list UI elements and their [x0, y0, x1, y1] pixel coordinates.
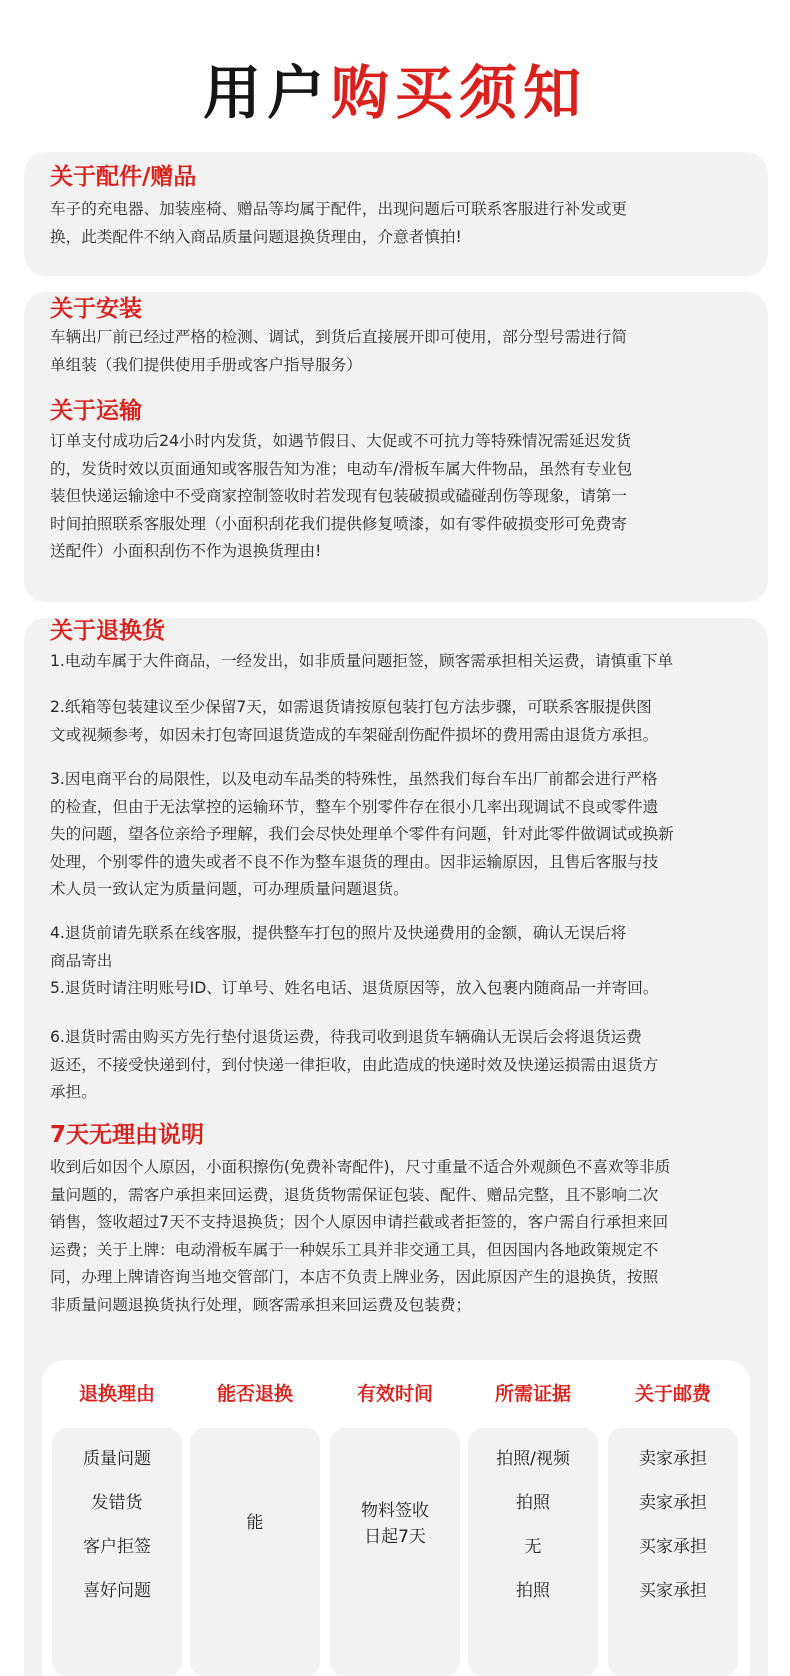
- column-return-reason: [52, 1428, 182, 1676]
- header-can-return: 能否退换: [216, 1383, 293, 1405]
- text-line: 的，发货时效以页面通知或客服告知为准；电动车/滑板车属大件物品，虽然有专业包: [50, 459, 633, 478]
- text-line: 1.电动车属于大件商品，一经发出，如非质量问题拒签，顾客需承担相关运费，请慎重下单: [50, 652, 674, 670]
- postage-cell: 买家承担: [639, 1537, 707, 1557]
- seven-day-heading: 7天无理由说明: [50, 1122, 205, 1148]
- text-line: 文或视频参考，如因未打包寄回退货造成的车架碰刮伤配件损坏的费用需由退货方承担。: [50, 725, 659, 744]
- text-line: 5.退货时请注明账号ID、订单号、姓名电话、退货原因等，放入包裹内随商品一并寄回。: [50, 979, 659, 997]
- returns-item-4: [50, 920, 750, 975]
- text-line: 订单支付成功后24小时内发货，如遇节假日、大促或不可抗力等特殊情况需延迟发货: [50, 432, 632, 450]
- column-valid-time: [330, 1428, 460, 1676]
- title-part-red: 购买须知: [331, 59, 588, 127]
- text-line: 的检查，但由于无法掌控的运输环节，整车个别零件存在很小几率出现调试不良或零件遗: [50, 797, 659, 816]
- text-line: 非质量问题退换货执行处理，顾客需承担来回运费及包装费；: [50, 1295, 472, 1314]
- header-evidence: 所需证据: [494, 1383, 571, 1405]
- postage-cell: 卖家承担: [639, 1449, 707, 1469]
- text-line: 同，办理上牌请咨询当地交管部门，本店不负责上牌业务，因此原因产生的退换货，按照: [50, 1268, 659, 1286]
- text-line: 术人员一致认定为质量问题，可办理质量问题退货。: [50, 880, 409, 898]
- returns-heading: 关于退换货: [50, 618, 165, 644]
- text-line: 4.退货前请先联系在线客服，提供整车打包的照片及快递费用的金额，确认无误后将: [50, 924, 627, 942]
- evidence-cell: 无: [524, 1537, 542, 1557]
- evidence-cell: 拍照/视频: [496, 1449, 570, 1469]
- accessories-card: [24, 152, 768, 276]
- title-part-black: 用户: [202, 59, 331, 127]
- reason-cell: 质量问题: [83, 1449, 151, 1469]
- seven-day-text: [50, 1154, 750, 1319]
- valid-time-line: 日起7天: [364, 1527, 426, 1547]
- text-line: 车辆出厂前已经过严格的检测、调试，到货后直接展开即可使用，部分型号需进行简: [50, 328, 627, 346]
- text-line: 销售，签收超过7天不支持退换货；因个人原因申请拦截或者拒签的，客户需自行承担来回: [50, 1213, 669, 1231]
- text-line: 单组装（我们提供使用手册或客户指导服务）: [50, 355, 362, 374]
- returns-item-6: [50, 1024, 750, 1107]
- returns-item-3: [50, 766, 750, 904]
- header-return-reason: 退换理由: [78, 1383, 155, 1405]
- text-line: 6.退货时需由购买方先行垫付退货运费，待我司收到退货车辆确认无误后会将退货运费: [50, 1028, 642, 1046]
- accessories-heading: 关于配件/赠品: [50, 164, 197, 190]
- page-title: [0, 58, 790, 128]
- text-line: 量问题的，需客户承担来回运费，退货货物需保证包装、配件、赠品完整，且不影响二次: [50, 1185, 659, 1204]
- returns-item-1: [50, 648, 750, 676]
- shipping-heading: 关于运输: [50, 398, 142, 424]
- evidence-cell: 拍照: [516, 1493, 550, 1513]
- returns-item-5: [50, 975, 750, 1003]
- evidence-cell: 拍照: [516, 1581, 550, 1601]
- can-return-cell: 能: [246, 1513, 264, 1533]
- header-postage: 关于邮费: [634, 1383, 711, 1405]
- reason-cell: 发错货: [91, 1493, 143, 1513]
- text-line: 失的问题，望各位亲给予理解，我们会尽快处理单个零件有问题，针对此零件做调试或换新: [50, 825, 674, 843]
- text-line: 装但快递运输途中不受商家控制签收时若发现有包装破损或磕碰刮伤等现象，请第一: [50, 487, 627, 505]
- text-line: 2.纸箱等包装建议至少保留7天，如需退货请按原包装打包方法步骤，可联系客服提供图: [50, 698, 652, 716]
- text-line: 运费；关于上牌：电动滑板车属于一种娱乐工具并非交通工具，但因国内各地政策规定不: [50, 1240, 659, 1259]
- header-valid-time: 有效时间: [356, 1383, 433, 1405]
- text-line: 车子的充电器、加装座椅、赠品等均属于配件，出现问题后可联系客服进行补发或更: [50, 200, 627, 218]
- returns-card: [24, 618, 768, 1676]
- text-line: 承担。: [50, 1083, 97, 1101]
- column-can-return: [190, 1428, 320, 1676]
- text-line: 送配件）小面积刮伤不作为退换货理由!: [50, 542, 322, 560]
- text-line: 时间拍照联系客服处理（小面积刮花我们提供修复喷漆，如有零件破损变形可免费寄: [50, 514, 627, 533]
- install-heading: 关于安装: [50, 296, 142, 322]
- text-line: 返还，不接受快递到付，到付快递一律拒收，由此造成的快递时效及快递运损需由退货方: [50, 1055, 659, 1074]
- install-shipping-card: [24, 292, 768, 602]
- postage-cell: 卖家承担: [639, 1493, 707, 1513]
- shipping-text: [50, 428, 750, 566]
- accessories-text: [50, 196, 750, 251]
- text-line: 3.因电商平台的局限性，以及电动车品类的特殊性，虽然我们每台车出厂前都会进行严格: [50, 770, 658, 788]
- valid-time-line: 物料签收: [361, 1501, 429, 1521]
- text-line: 换，此类配件不纳入商品质量问题退换货理由，介意者慎拍!: [50, 227, 462, 246]
- install-text: [50, 324, 750, 379]
- reason-cell: 喜好问题: [83, 1581, 151, 1601]
- text-line: 收到后如因个人原因，小面积擦伤(免费补寄配件)，尺寸重量不适合外观颜色不喜欢等非质: [50, 1158, 671, 1176]
- column-postage: [608, 1428, 738, 1676]
- text-line: 处理，个别零件的遗失或者不良不作为整车退货的理由。因非运输原因，且售后客服与技: [50, 852, 659, 871]
- valid-time-cell: [330, 1498, 460, 1550]
- postage-cell: 买家承担: [639, 1581, 707, 1601]
- column-evidence: [468, 1428, 598, 1676]
- returns-item-2: [50, 694, 750, 749]
- return-policy-table: [42, 1360, 750, 1676]
- reason-cell: 客户拒签: [83, 1537, 151, 1557]
- text-line: 商品寄出: [50, 951, 113, 970]
